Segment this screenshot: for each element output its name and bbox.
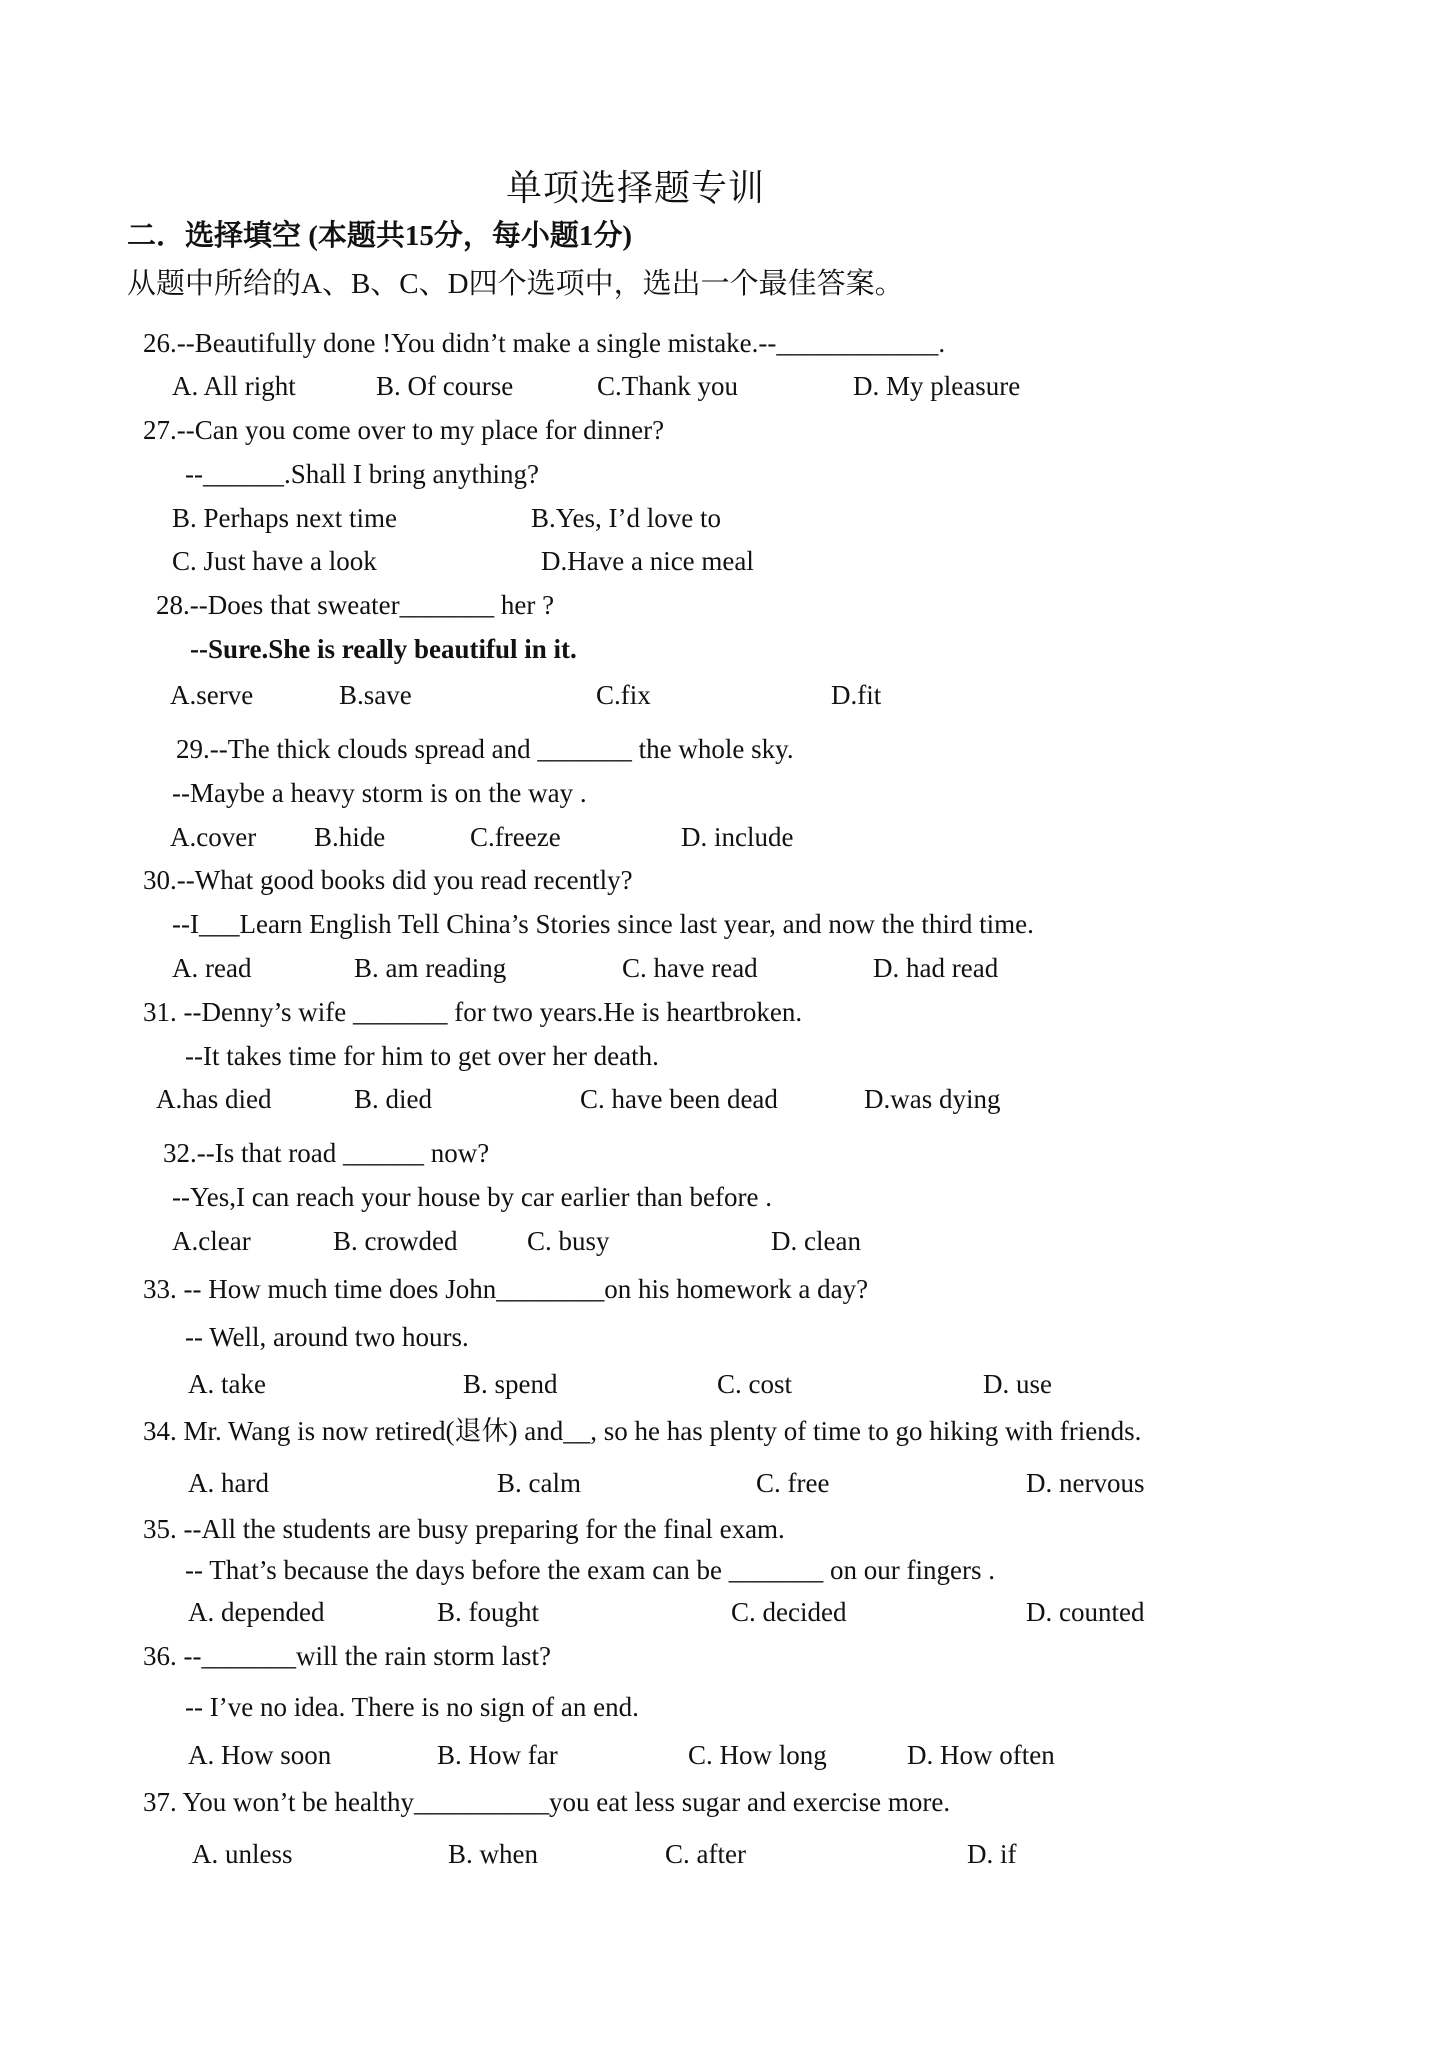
question-36-response: -- I’ve no idea. There is no sign of an end. [185, 1692, 639, 1722]
question-32-option-b: B. crowded [333, 1226, 458, 1256]
question-29-option-c: C.freeze [470, 822, 561, 852]
question-31-option-c: C. have been dead [580, 1084, 778, 1114]
question-36-option-b: B. How far [437, 1740, 558, 1770]
question-34-option-c: C. free [756, 1468, 830, 1498]
question-33-option-a: A. take [188, 1369, 266, 1399]
question-29-option-a: A.cover [170, 822, 257, 852]
question-26-option-c: C.Thank you [597, 371, 738, 401]
question-32-stem: 32.--Is that road ______ now? [163, 1138, 490, 1168]
question-33-response: -- Well, around two hours. [185, 1322, 469, 1352]
question-30-response: --I___Learn English Tell China’s Stories since last year, and now the third time. [172, 909, 1034, 939]
question-30-stem: 30.--What good books did you read recently? [143, 865, 633, 895]
question-30-option-b: B. am reading [354, 953, 507, 983]
instruction-text: 从题中所给的A、B、C、D四个选项中，选出一个最佳答案。 [127, 268, 904, 300]
question-32-response: --Yes,I can reach your house by car earlier than before . [172, 1182, 772, 1212]
question-28-option-a: A.serve [170, 680, 254, 710]
question-33-option-d: D. use [983, 1369, 1052, 1399]
question-26-option-d: D. My pleasure [853, 371, 1021, 401]
page-title: 单项选择题专训 [506, 168, 766, 208]
question-30-option-d: D. had read [873, 953, 999, 983]
question-34-option-b: B. calm [497, 1468, 581, 1498]
question-35-option-b: B. fought [437, 1597, 540, 1627]
question-27-response: --______.Shall I bring anything? [185, 459, 539, 489]
question-33-option-b: B. spend [463, 1369, 558, 1399]
question-34-option-a: A. hard [188, 1468, 269, 1498]
question-28-stem: 28.--Does that sweater_______ her ? [156, 590, 555, 620]
question-34-stem: 34. Mr. Wang is now retired(退休) and__, so he has plenty of time to go hiking with friends. [143, 1416, 1142, 1446]
question-36-stem: 36. --_______will the rain storm last? [143, 1641, 551, 1671]
question-26-option-a: A. All right [172, 371, 296, 401]
question-28-option-d: D.fit [831, 680, 882, 710]
question-35-stem: 35. --All the students are busy preparing for the final exam. [143, 1514, 785, 1544]
question-35-response: -- That’s because the days before the exam can be _______ on our fingers . [185, 1555, 995, 1585]
question-36-option-d: D. How often [907, 1740, 1055, 1770]
question-26-stem: 26.--Beautifully done !You didn’t make a single mistake.--____________. [143, 328, 946, 358]
question-32-option-a: A.clear [172, 1226, 251, 1256]
question-37-option-a: A. unless [192, 1839, 293, 1869]
question-37-option-b: B. when [448, 1839, 538, 1869]
question-28-option-b: B.save [339, 680, 412, 710]
question-32-option-d: D. clean [771, 1226, 861, 1256]
question-28-option-c: C.fix [596, 680, 651, 710]
question-36-option-c: C. How long [688, 1740, 827, 1770]
section-heading: 二．选择填空 (本题共15分，每小题1分) [127, 220, 633, 252]
question-32-option-c: C. busy [527, 1226, 610, 1256]
question-37-stem: 37. You won’t be healthy__________you eat less sugar and exercise more. [143, 1787, 951, 1817]
question-33-option-c: C. cost [717, 1369, 793, 1399]
question-27-option-b: B.Yes, I’d love to [531, 503, 722, 533]
question-31-stem: 31. --Denny’s wife _______ for two years.He is heartbroken. [143, 997, 803, 1027]
question-29-option-d: D. include [681, 822, 794, 852]
question-30-option-c: C. have read [622, 953, 758, 983]
question-29-response: --Maybe a heavy storm is on the way . [172, 778, 587, 808]
question-33-stem: 33. -- How much time does John________on his homework a day? [143, 1274, 869, 1304]
question-27-option-d: D.Have a nice meal [541, 546, 754, 576]
question-37-option-c: C. after [665, 1839, 746, 1869]
question-27-option-a: B. Perhaps next time [172, 503, 397, 533]
question-36-option-a: A. How soon [188, 1740, 332, 1770]
question-31-response: --It takes time for him to get over her death. [185, 1041, 659, 1071]
question-27-stem: 27.--Can you come over to my place for dinner? [143, 415, 665, 445]
question-29-stem: 29.--The thick clouds spread and _______ the whole sky. [176, 734, 794, 764]
question-31-option-d: D.was dying [864, 1084, 1001, 1114]
question-26-option-b: B. Of course [376, 371, 514, 401]
question-27-option-c: C. Just have a look [172, 546, 377, 576]
question-35-option-d: D. counted [1026, 1597, 1145, 1627]
question-30-option-a: A. read [172, 953, 252, 983]
question-31-option-a: A.has died [156, 1084, 272, 1114]
question-34-option-d: D. nervous [1026, 1468, 1145, 1498]
question-35-option-c: C. decided [731, 1597, 847, 1627]
question-31-option-b: B. died [354, 1084, 432, 1114]
question-28-response: --Sure.She is really beautiful in it. [190, 634, 577, 664]
question-29-option-b: B.hide [314, 822, 386, 852]
question-35-option-a: A. depended [188, 1597, 325, 1627]
question-37-option-d: D. if [967, 1839, 1017, 1869]
